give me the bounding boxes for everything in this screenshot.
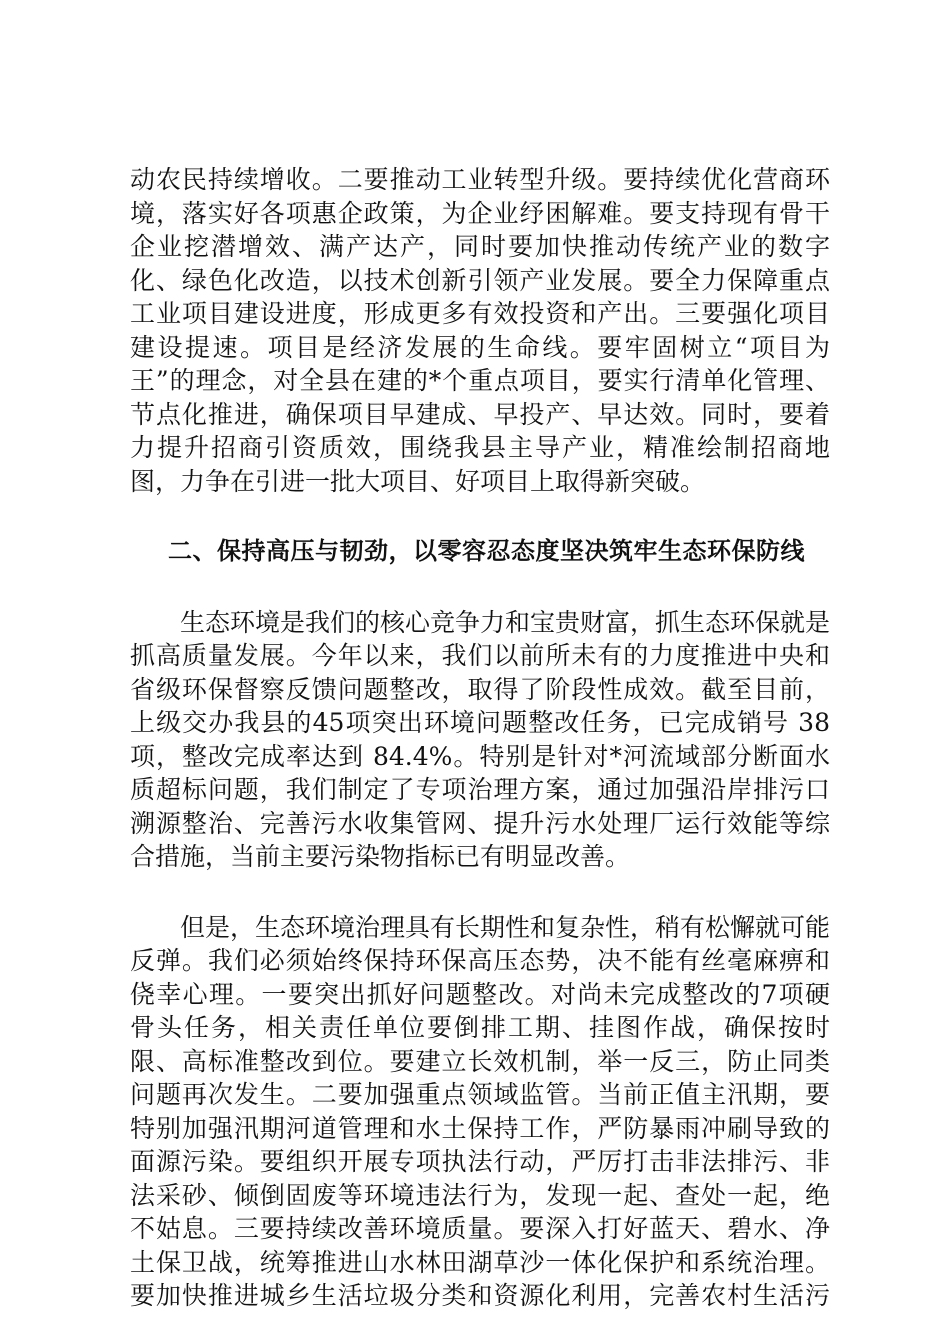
text-line: 力提升招商引资质效，围绕我县主导产业，精准绘制招商地: [130, 433, 830, 462]
text-line: 省级环保督察反馈问题整改，取得了阶段性成效。截至目前，: [130, 674, 830, 704]
text-line: 但是，生态环境治理具有长期性和复杂性，稍有松懈就可能: [130, 912, 831, 942]
text-line: 项，整改完成率达到 84.4%。特别是针对*河流域部分断面水: [130, 741, 830, 771]
text-line: 节点化推进，确保项目早建成、早投产、早达效。同时，要着: [130, 399, 830, 429]
text-line: 特别加强汛期河道管理和水土保持工作，严防暴雨冲刷导致的: [130, 1113, 830, 1143]
text-line: 法采砂、倾倒固废等环境违法行为，发现一起、查处一起，绝: [130, 1180, 830, 1210]
text-line: 反弹。我们必须始终保持环保高压态势，决不能有丝毫麻痹和: [130, 946, 830, 975]
text-line: 建设提速。项目是经济发展的生命线。要牢固树立“项目为: [130, 332, 830, 362]
paragraph-spacer: [130, 569, 830, 606]
text-line: 要加快推进城乡生活垃圾分类和资源化利用，完善农村生活污: [130, 1281, 830, 1310]
paragraph-spacer: [130, 874, 830, 911]
text-line: 骨头任务，相关责任单位要倒排工期、挂图作战，确保按时: [130, 1013, 830, 1042]
text-line: 境，落实好各项惠企政策，为企业纾困解难。要支持现有骨干: [130, 198, 830, 228]
text-line: 限、高标准整改到位。要建立长效机制，举一反三，防止同类: [130, 1046, 830, 1076]
paragraph-2: [130, 606, 830, 874]
paragraph-1: [130, 163, 830, 498]
document-body: [130, 163, 830, 1313]
section-heading: 二、保持高压与韧劲，以零容忍态度坚决筑牢生态环保防线: [168, 537, 805, 565]
text-line: 上级交办我县的45项突出环境问题整改任务，已完成销号 38: [130, 708, 830, 737]
text-line: 图，力争在引进一批大项目、好项目上取得新突破。: [130, 466, 706, 496]
text-line: 动农民持续增收。二要推动工业转型升级。要持续优化营商环: [130, 165, 830, 194]
text-line: 质超标问题，我们制定了专项治理方案，通过加强沿岸排污口: [130, 775, 830, 804]
text-line: 合措施，当前主要污染物指标已有明显改善。: [130, 842, 631, 871]
text-line: 溯源整治、完善污水收集管网、提升污水处理厂运行效能等综: [130, 808, 830, 838]
text-line: 王”的理念，对全县在建的*个重点项目，要实行清单化管理、: [130, 366, 830, 395]
text-line: 企业挖潜增效、满产达产，同时要加快推动传统产业的数字: [130, 232, 830, 261]
paragraph-spacer: [130, 498, 830, 535]
text-line: 抓高质量发展。今年以来，我们以前所未有的力度推进中央和: [130, 641, 830, 670]
text-line: 不姑息。三要持续改善环境质量。要深入打好蓝天、碧水、净: [130, 1214, 830, 1243]
text-line: 生态环境是我们的核心竞争力和宝贵财富，抓生态环保就是: [130, 607, 831, 637]
text-line: 工业项目建设进度，形成更多有效投资和产出。三要强化项目: [130, 299, 830, 328]
text-line: 化、绿色化改造，以技术创新引领产业发展。要全力保障重点: [130, 265, 830, 295]
text-line: 面源污染。要组织开展专项执法行动，严厉打击非法排污、非: [130, 1147, 830, 1176]
text-line: 土保卫战，统筹推进山水林田湖草沙一体化保护和系统治理。: [130, 1247, 830, 1277]
text-line: 问题再次发生。二要加强重点领域监管。当前正值主汛期，要: [130, 1080, 830, 1109]
text-line: 侥幸心理。一要突出抓好问题整改。对尚未完成整改的7项硬: [130, 979, 830, 1009]
paragraph-3: [130, 911, 830, 1313]
